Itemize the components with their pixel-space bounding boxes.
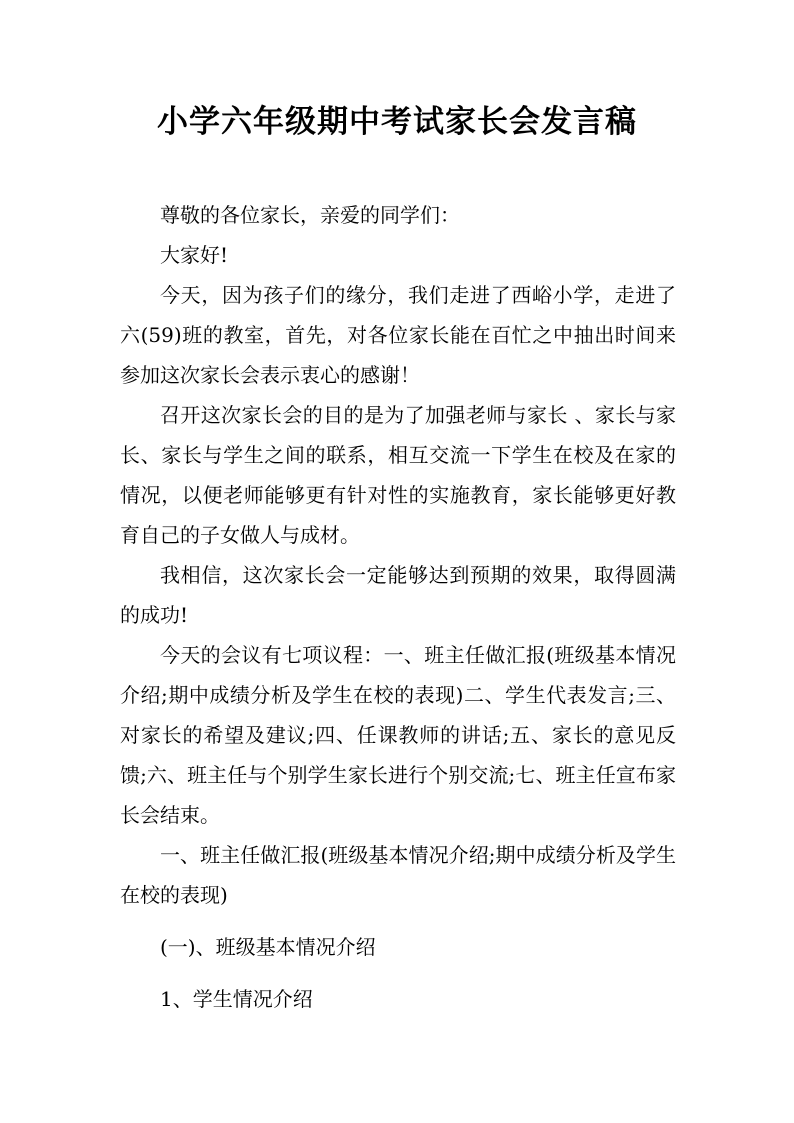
item-heading-1: 1、学生情况介绍 <box>160 987 313 1011</box>
intro-paragraph: 今天，因为孩子们的缘分，我们走进了西峪小学，走进了六(59)班的教室，首先，对各位家长能在百忙之中抽出时间来参加这次家长会表示衷心的感谢！ <box>120 283 676 387</box>
agenda-paragraph: 今天的会议有七项议程：一、班主任做汇报(班级基本情况介绍;期中成绩分析及学生在校的表现)二、学生代表发言;三、对家长的希望及建议;四、任课教师的讲话;五、家长的意见反馈;六、班主任与个别学生家长进行个别交流;七、班主任宣布家长会结束。 <box>120 643 676 827</box>
salutation: 尊敬的各位家长，亲爱的同学们： <box>160 203 460 227</box>
document-body <box>120 195 676 1019</box>
expectation-paragraph: 我相信，这次家长会一定能够达到预期的效果，取得圆满的成功! <box>120 563 676 627</box>
section-heading-1: 一、班主任做汇报(班级基本情况介绍;期中成绩分析及学生在校的表现) <box>120 843 676 907</box>
purpose-paragraph: 召开这次家长会的目的是为了加强老师与家长 、家长与家长、家长与学生之间的联系，相互交流一下学生在校及在家的情况，以便老师能够更有针对性的实施教育，家长能够更好教育自己的子女做人与成材。 <box>120 403 676 547</box>
greeting: 大家好! <box>160 243 229 267</box>
subsection-heading-1: (一)、班级基本情况介绍 <box>160 935 376 959</box>
document-title: 小学六年级期中考试家长会发言稿 <box>157 104 637 140</box>
